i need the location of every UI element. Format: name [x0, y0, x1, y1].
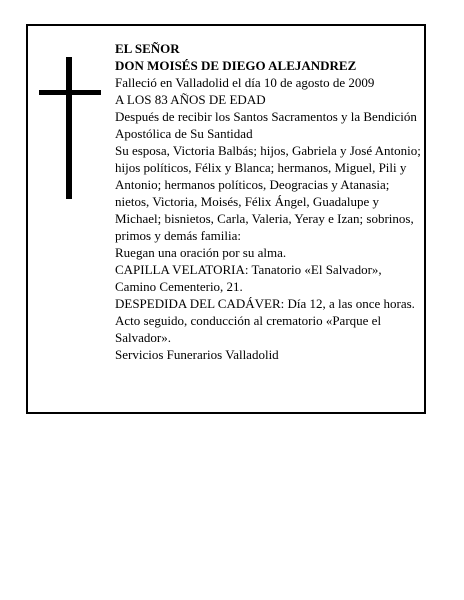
notice-text — [115, 40, 421, 363]
sacraments-paragraph: Después de recibir los Santos Sacramentos y la Bendición Apostólica de Su Santidad — [115, 109, 417, 141]
prayer-line: Ruegan una oración por su alma. — [115, 245, 287, 260]
cross-vertical-bar — [66, 57, 72, 199]
cross-icon — [39, 57, 101, 199]
farewell-paragraph: DESPEDIDA DEL CADÁVER: Día 12, a las once horas. Acto seguido, conducción al crematorio «Parque el Salvador». — [115, 296, 415, 345]
cross-horizontal-bar — [39, 90, 101, 95]
deceased-name: DON MOISÉS DE DIEGO ALEJANDREZ — [115, 58, 357, 73]
funeral-services-line: Servicios Funerarios Valladolid — [115, 347, 279, 362]
chapel-paragraph: CAPILLA VELATORIA: Tanatorio «El Salvador», Camino Cementerio, 21. — [115, 262, 382, 294]
death-date-line: Falleció en Valladolid el día 10 de agosto de 2009 — [115, 75, 375, 90]
title-line: EL SEÑOR — [115, 41, 180, 56]
age-line: A LOS 83 AÑOS DE EDAD — [115, 92, 266, 107]
family-paragraph: Su esposa, Victoria Balbás; hijos, Gabriela y José Antonio; hijos políticos, Félix y Blanca; hermanos, Miguel, Pili y Antonio; hermanos políticos, Deogracias y Atanasia; nietos, Victoria, Moisés, Félix Ángel, Guadalupe y Michael; bisnietos, Carla, Valeria, Yeray e Izan; sobrinos, primos y demás familia: — [115, 143, 421, 243]
obituary-notice — [26, 24, 426, 414]
